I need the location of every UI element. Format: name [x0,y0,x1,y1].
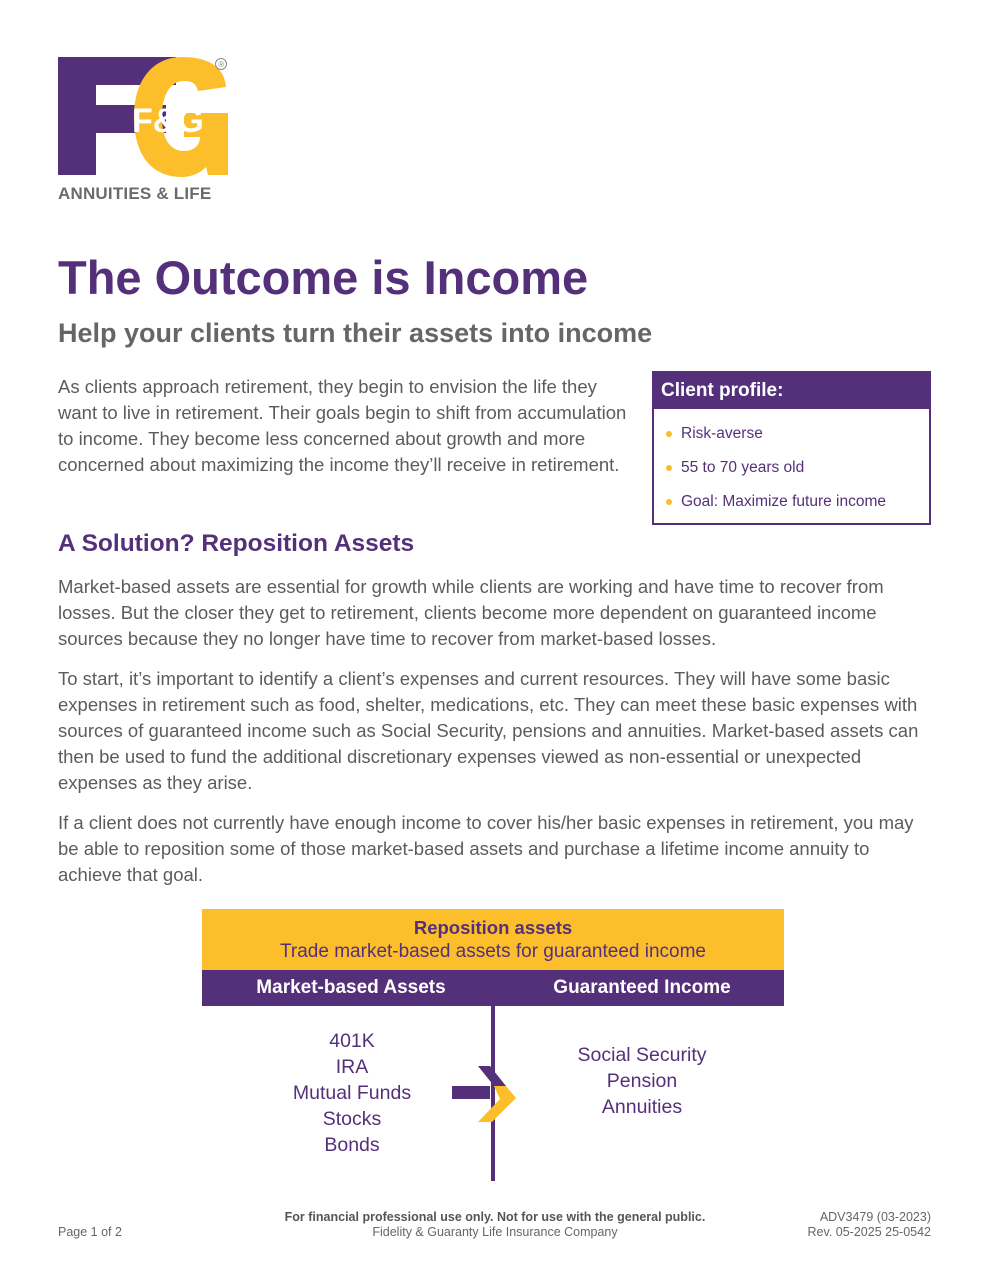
page-number: Page 1 of 2 [58,1225,122,1239]
section-heading: A Solution? Reposition Assets [58,530,415,557]
list-item: Mutual Funds [292,1082,412,1104]
footer-company: Fidelity & Guaranty Life Insurance Company [372,1225,618,1239]
diagram-header-bar [202,970,784,1006]
bullet-dot-icon [666,431,672,437]
profile-item: Risk-averse [666,417,929,451]
page-title: The Outcome is Income [58,251,589,304]
market-assets-heading: Market-based Assets [256,977,446,998]
guaranteed-income-heading: Guaranteed Income [553,977,731,998]
bullet-dot-icon [666,499,672,505]
arrow-right-icon [452,1062,520,1124]
diagram-title: Reposition assets [413,917,573,938]
logo-tagline: ANNUITIES & LIFE [58,184,212,203]
diagram-banner [202,909,784,970]
profile-item: Goal: Maximize future income [666,485,929,519]
registered-mark: ® [218,60,225,69]
client-profile-heading: Client profile: [654,373,929,409]
page-subtitle: Help your clients turn their assets into income [58,318,653,348]
list-item: Bonds [324,1134,380,1156]
footer-disclaimer: For financial professional use only. Not for use with the general public. [284,1210,706,1224]
form-code: ADV3479 (03-2023) [819,1210,931,1224]
intro-paragraph: As clients approach retirement, they begin to envision the life they want to live in retirement. Their goals begin to shift from accumulation to income. They become less concerned about growth and more concerned about maximizing the income they’ll receive in retirement. [58,376,627,475]
footer-codes [740,1210,931,1240]
diagram-subtitle: Trade market-based assets for guaranteed income [280,941,706,962]
list-item: Annuities [601,1096,683,1118]
ampersand-mark: F&G [132,102,204,140]
profile-item: 55 to 70 years old [666,451,929,485]
list-item: IRA [335,1056,369,1078]
footer-center [240,1210,750,1240]
bullet-dot-icon [666,465,672,471]
body-paragraph: If a client does not currently have enough income to cover his/her basic expenses in retirement, you may be able to reposition some of those market-based assets and purchase a lifetime income annuity to achieve that goal. [58,812,914,885]
body-paragraph: Market-based assets are essential for growth while clients are working and have time to recover from losses. But the closer they get to retirement, clients become more dependent on guaranteed income sources because they no longer have time to recover from market-based losses. [58,576,884,649]
list-item: Stocks [322,1108,382,1130]
body-paragraph: To start, it’s important to identify a client’s expenses and current resources. They will have some basic expenses in retirement such as food, shelter, medications, etc. They can meet these basic expenses with sources of guaranteed income such as Social Security, pensions and annuities. Market-based assets can then be used to fund the additional discretionary expenses viewed as non-essential or unexpected expenses as they arise. [58,668,919,793]
client-profile-box [652,371,931,525]
list-item: Social Security [577,1044,707,1066]
revision-code: Rev. 05-2025 25-0542 [807,1225,931,1239]
guaranteed-income-list [542,1042,742,1120]
client-profile-list [654,409,929,519]
market-assets-list [252,1028,452,1158]
list-item: 401K [329,1030,375,1052]
list-item: Pension [606,1070,678,1092]
